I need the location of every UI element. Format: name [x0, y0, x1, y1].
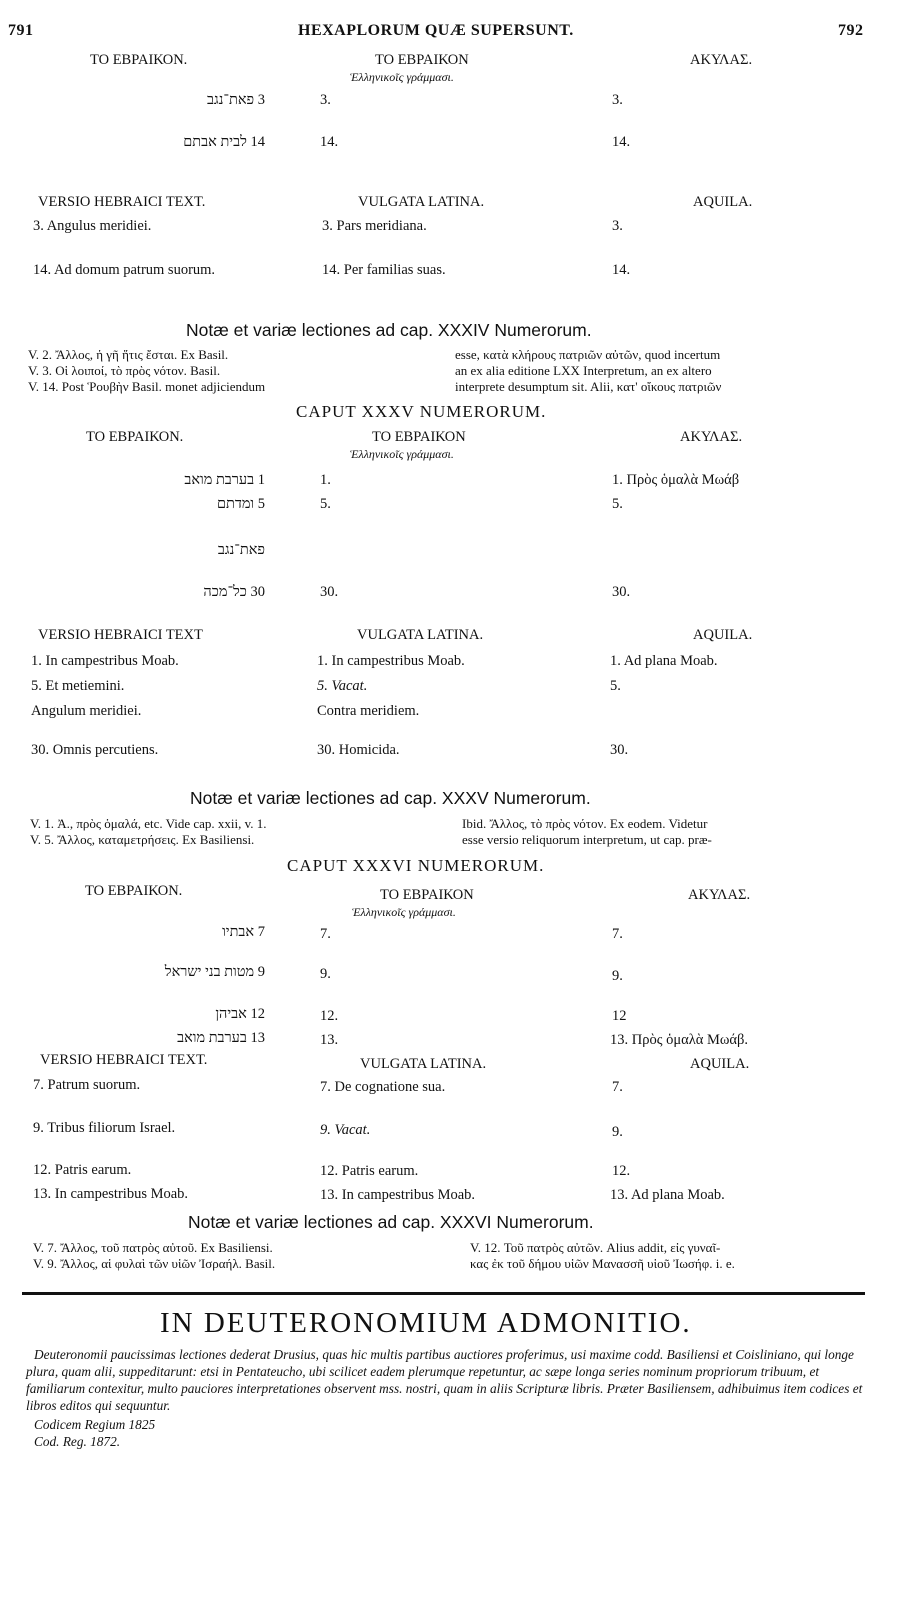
hebrew-cell: 9 מטות בני ישראל — [164, 964, 265, 980]
col-head-greek: ΤΟ ΕΒΡΑΙΚΟΝ — [372, 429, 466, 445]
aquila-latin-cell: 3. — [612, 218, 623, 234]
codex-line: Cod. Reg. 1872. — [34, 1434, 121, 1449]
note-line: V. 7. Ἄλλος, τοῦ πατρὸς αὐτοῦ. Ex Basiliensi. — [33, 1240, 273, 1255]
notes-title: Notæ et variæ lectiones ad cap. XXXIV Numerorum. — [186, 320, 592, 340]
col-subhead-greek: Ἑλληνικοῖς γράμμασι. — [350, 447, 454, 461]
notes-title: Notæ et variæ lectiones ad cap. XXXV Numerorum. — [190, 788, 591, 808]
note-line: V. 2. Ἄλλος, ἡ γῆ ἥτις ἔσται. Ex Basil. — [28, 347, 229, 362]
greek-cell: 3. — [320, 92, 331, 108]
codex-line: Codicem Regium 1825 — [34, 1417, 156, 1432]
greek-cell: 12. — [320, 1008, 339, 1024]
aquila-latin-cell: 9. — [612, 1124, 623, 1140]
aquila-cell: 3. — [612, 92, 623, 108]
versio-cell: 7. Patrum suorum. — [33, 1077, 141, 1093]
greek-cell: 14. — [320, 134, 339, 150]
col-head-vulgata: VULGATA LATINA. — [358, 194, 485, 210]
note-line: V. 5. Ἄλλος, καταμετρήσεις. Ex Basiliensi. — [30, 832, 255, 847]
hebrew-cell: פאת־נגב — [217, 542, 265, 558]
col-head-hebraikon: ΤΟ ΕΒΡΑΙΚΟΝ. — [85, 883, 183, 899]
versio-cell: 5. Et metiemini. — [31, 678, 125, 694]
vulgata-cell: 7. De cognatione sua. — [320, 1079, 446, 1095]
aquila-cell: 12 — [612, 1008, 627, 1024]
versio-cell: 3. Angulus meridiei. — [33, 218, 152, 234]
aquila-latin-cell: 1. Ad plana Moab. — [610, 653, 718, 669]
running-title: HEXAPLORUM QUÆ SUPERSUNT. — [298, 22, 574, 39]
caput-heading: CAPUT XXXV NUMERORUM. — [296, 402, 547, 421]
col-head-aquila: ΑΚΥΛΑΣ. — [680, 429, 743, 445]
col-head-aquila: ΑΚΥΛΑΣ. — [690, 52, 753, 68]
col-subhead-greek: Ἑλληνικοῖς γράμμασι. — [350, 70, 454, 84]
col-head-versio: VERSIO HEBRAICI TEXT. — [38, 194, 206, 210]
versio-cell: 13. In campestribus Moab. — [33, 1186, 189, 1202]
aquila-cell: 1. Πρὸς ὁμαλὰ Μωάβ — [612, 472, 740, 488]
hebrew-cell: 7 אבתיו — [222, 924, 265, 940]
note-line: κας ἐκ τοῦ δήμου υἱῶν Μανασσῆ υἱοῦ Ἰωσήφ. i. e. — [470, 1256, 735, 1271]
caput-heading: CAPUT XXXVI NUMERORUM. — [287, 856, 545, 875]
section-divider — [22, 1292, 865, 1295]
col-subhead-greek: Ἑλληνικοῖς γράμμασι. — [352, 905, 456, 919]
vulgata-cell: 5. Vacat. — [317, 678, 368, 694]
vulgata-cell: Contra meridiem. — [317, 703, 420, 719]
aquila-latin-cell: 14. — [612, 262, 631, 278]
hebrew-cell: 13 בערבת מואב — [177, 1030, 265, 1046]
aquila-latin-cell: 30. — [610, 742, 629, 758]
hebrew-cell: 14 לבית אבתם — [183, 134, 265, 150]
greek-cell: 5. — [320, 496, 331, 512]
col-head-aquila-latin: AQUILA. — [693, 194, 753, 210]
aquila-latin-cell: 5. — [610, 678, 621, 694]
vulgata-cell: 12. Patris earum. — [320, 1163, 419, 1179]
aquila-cell: 30. — [612, 584, 631, 600]
aquila-cell: 5. — [612, 496, 623, 512]
col-head-aquila: ΑΚΥΛΑΣ. — [688, 887, 751, 903]
aquila-latin-cell: 7. — [612, 1079, 623, 1095]
vulgata-cell: 3. Pars meridiana. — [322, 218, 427, 234]
greek-cell: 7. — [320, 926, 331, 942]
greek-cell: 13. — [320, 1032, 339, 1048]
aquila-cell: 7. — [612, 926, 623, 942]
note-line: V. 14. Post Ῥουβὴν Basil. monet adjiciendum — [28, 379, 266, 394]
admonitio-body: Deuteronomii paucissimas lectiones dederat Drusius, quas hic multis partibus auctiores proferimus, usi maxime codd. Basiliensi et Coisliniano, qui longe plura, quam alii, suppeditarunt: etsi in Pentateucho, ubi scilicet eadem plerumque repetuntur, ac sæpe longa series nominum propriorum tribuum, et familiarum contexitur, multo pauciores interpretationes observent mss. nostri, quam in aliis Scripturæ libris. Præter Basiliensem, adhibuimus item codices et libros editos qui sequuntur. — [26, 1347, 863, 1413]
page-number-right: 792 — [838, 22, 864, 39]
note-line: interprete desumptum sit. Alii, κατ' οἴκους πατριῶν — [455, 379, 722, 394]
col-head-greek: ΤΟ ΕΒΡΑΙΚΟΝ — [380, 887, 474, 903]
greek-cell: 1. — [320, 472, 331, 488]
col-head-hebraikon: ΤΟ ΕΒΡΑΙΚΟΝ. — [90, 52, 188, 68]
admonitio-title: IN DEUTERONOMIUM ADMONITIO. — [160, 1307, 692, 1339]
note-line: V. 1. Ἀ., πρὸς ὁμαλά, etc. Vide cap. xxii, v. 1. — [30, 816, 267, 831]
note-line: an ex alia editione LXX Interpretum, an ex altero — [455, 363, 712, 378]
page-number-left: 791 — [8, 22, 34, 39]
aquila-cell: 14. — [612, 134, 631, 150]
hebrew-cell: 30 כל־מכה — [203, 584, 265, 600]
note-line: V. 3. Οἱ λοιποί, τὸ πρὸς νότον. Basil. — [28, 363, 221, 378]
col-head-hebraikon: ΤΟ ΕΒΡΑΙΚΟΝ. — [86, 429, 184, 445]
notes-title: Notæ et variæ lectiones ad cap. XXXVI Numerorum. — [188, 1212, 594, 1232]
note-line: esse, κατὰ κλήρους πατριῶν αὐτῶν, quod incertum — [455, 347, 721, 362]
versio-cell: 9. Tribus filiorum Israel. — [33, 1120, 176, 1136]
hebrew-cell: 3 פאת־נגב — [206, 92, 265, 108]
vulgata-cell: 14. Per familias suas. — [322, 262, 446, 278]
versio-cell: 1. In campestribus Moab. — [31, 653, 179, 669]
vulgata-cell: 1. In campestribus Moab. — [317, 653, 465, 669]
note-line: esse versio reliquorum interpretum, ut cap. præ- — [462, 832, 712, 847]
col-head-vulgata: VULGATA LATINA. — [360, 1056, 487, 1072]
greek-cell: 9. — [320, 966, 331, 982]
greek-cell: 30. — [320, 584, 339, 600]
versio-cell: 30. Omnis percutiens. — [31, 742, 159, 758]
aquila-cell: 13. Πρὸς ὁμαλὰ Μωάβ. — [610, 1032, 748, 1048]
col-head-greek: ΤΟ ΕΒΡΑΙΚΟΝ — [375, 52, 469, 68]
vulgata-cell: 9. Vacat. — [320, 1122, 371, 1138]
hebrew-cell: 12 אביהן — [215, 1006, 265, 1022]
versio-cell: 12. Patris earum. — [33, 1162, 132, 1178]
hebrew-cell: 5 ומדתם — [216, 496, 265, 512]
aquila-latin-cell: 13. Ad plana Moab. — [610, 1187, 725, 1203]
col-head-aquila-latin: AQUILA. — [690, 1056, 750, 1072]
col-head-aquila-latin: AQUILA. — [693, 627, 753, 643]
note-line: V. 9. Ἄλλος, αἱ φυλαὶ τῶν υἱῶν Ἰσραήλ. Basil. — [33, 1256, 276, 1271]
vulgata-cell: 13. In campestribus Moab. — [320, 1187, 476, 1203]
col-head-vulgata: VULGATA LATINA. — [357, 627, 484, 643]
col-head-versio: VERSIO HEBRAICI TEXT. — [40, 1052, 208, 1068]
col-head-versio: VERSIO HEBRAICI TEXT — [38, 627, 203, 643]
hebrew-cell: 1 בערבת מואב — [184, 472, 265, 488]
versio-cell: Angulum meridiei. — [31, 703, 142, 719]
aquila-cell: 9. — [612, 968, 623, 984]
aquila-latin-cell: 12. — [612, 1163, 631, 1179]
vulgata-cell: 30. Homicida. — [317, 742, 400, 758]
versio-cell: 14. Ad domum patrum suorum. — [33, 262, 216, 278]
note-line: Ibid. Ἄλλος, τὸ πρὸς νότον. Ex eodem. Videtur — [462, 816, 708, 831]
note-line: V. 12. Τοῦ πατρὸς αὐτῶν. Alius addit, εἰς γυναῖ- — [470, 1240, 721, 1255]
